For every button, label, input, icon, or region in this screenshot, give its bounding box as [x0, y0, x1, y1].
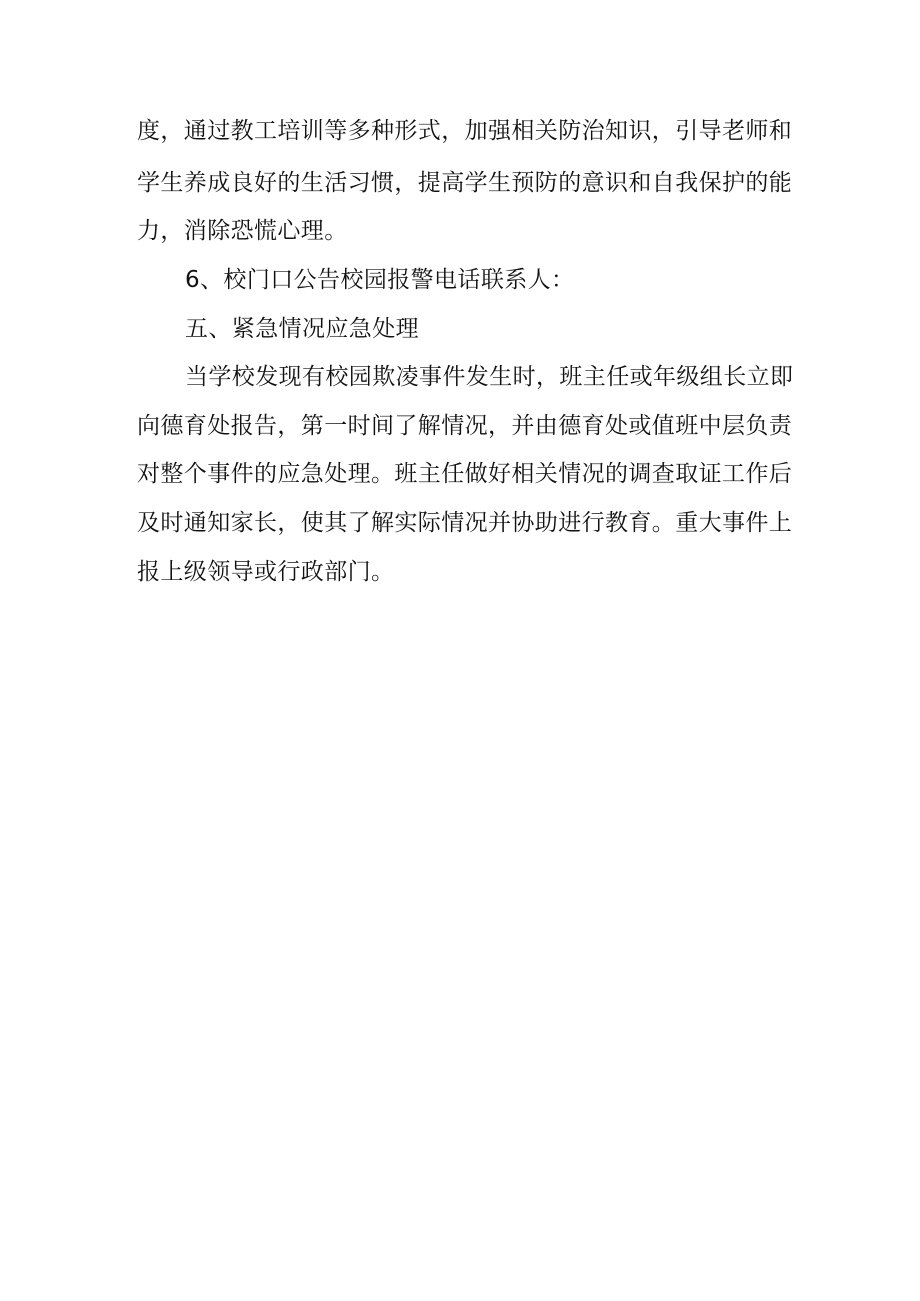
paragraph-line: 力，消除恐慌心理。 [137, 218, 348, 244]
paragraph-line: 及时通知家长，使其了解实际情况并协助进行教育。重大事件上 [137, 510, 793, 536]
paragraph-line: 对整个事件的应急处理。班主任做好相关情况的调查取证工作后 [137, 461, 793, 487]
list-item-6: 6、校门口公告校园报警电话联系人： [185, 267, 575, 293]
paragraph-line: 度，通过教工培训等多种形式，加强相关防治知识，引导老师和 [137, 118, 793, 144]
paragraph-line: 学生养成良好的生活习惯，提高学生预防的意识和自我保护的能 [137, 170, 793, 196]
paragraph-line: 当学校发现有校园欺凌事件发生时，班主任或年级组长立即 [185, 364, 794, 390]
paragraph-line: 向德育处报告，第一时间了解情况，并由德育处或值班中层负责 [137, 413, 793, 439]
paragraph-line: 报上级领导或行政部门。 [137, 559, 395, 585]
section-heading: 五、紧急情况应急处理 [185, 316, 419, 342]
